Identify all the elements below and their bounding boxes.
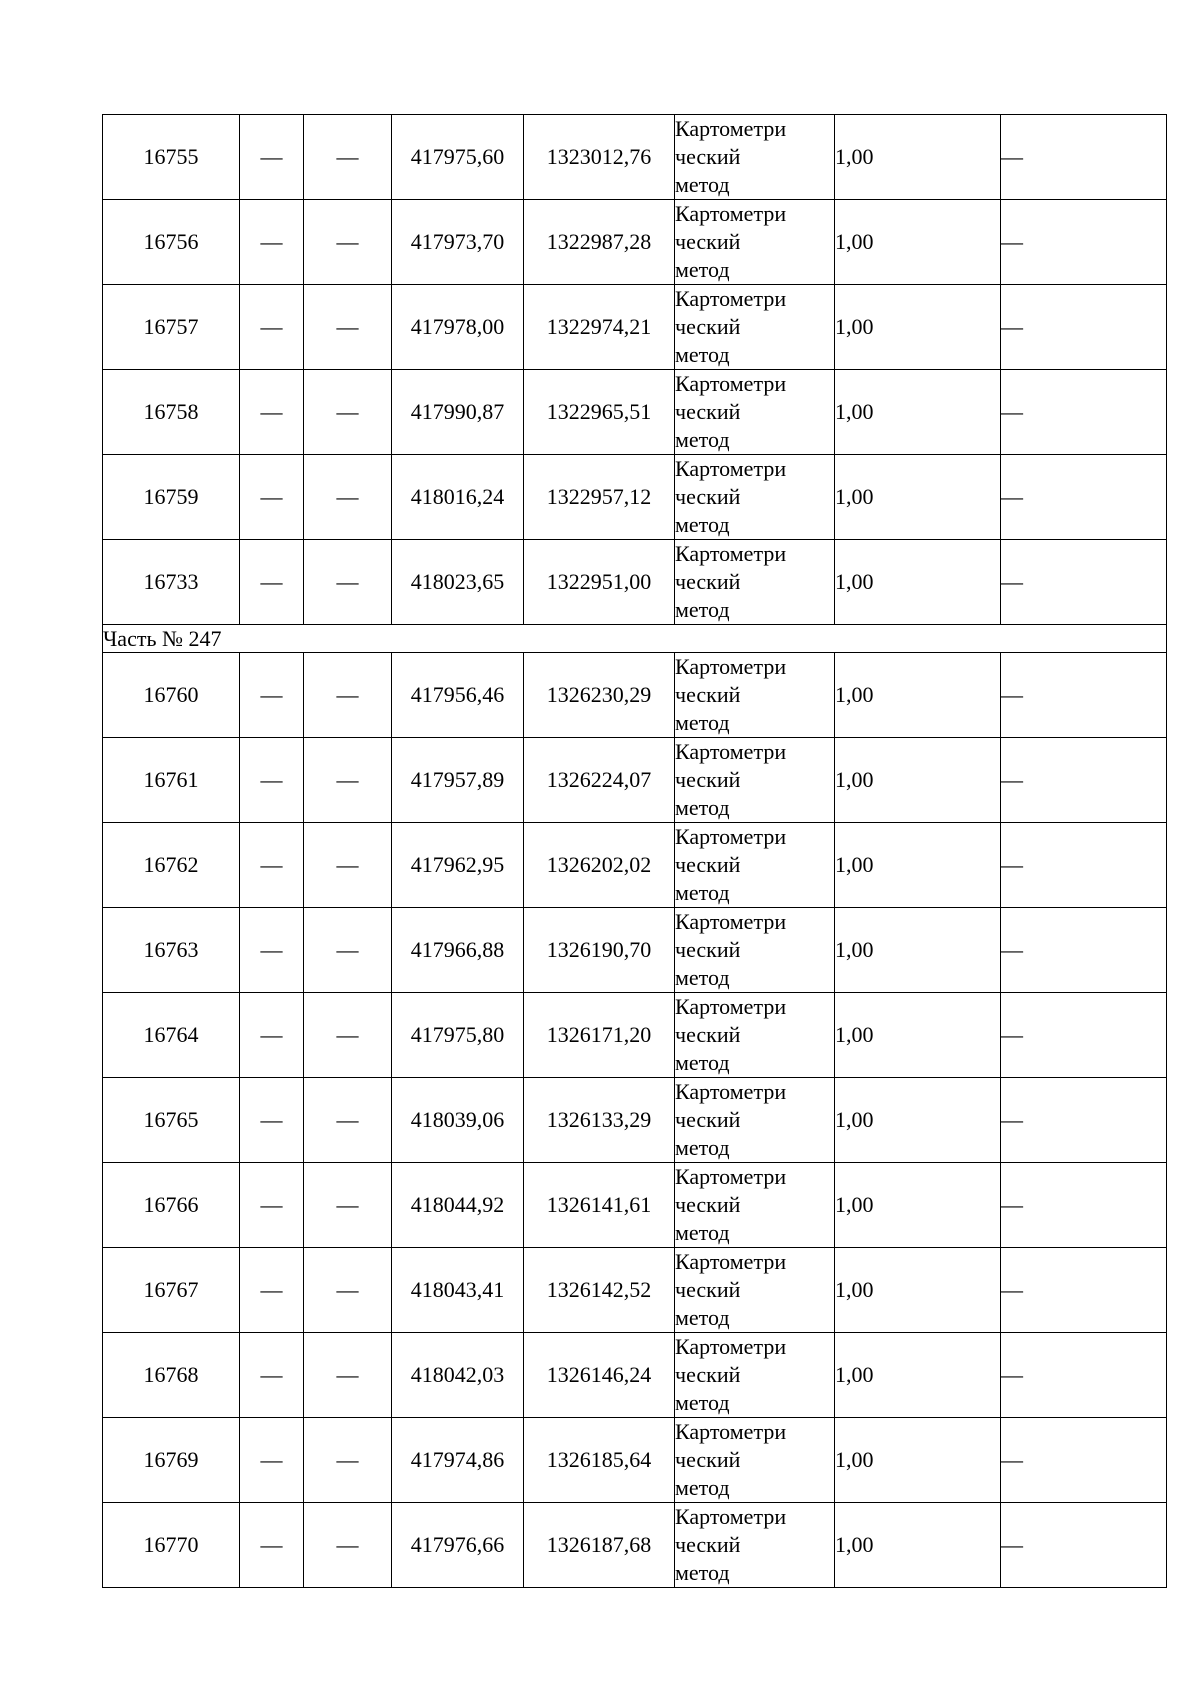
y-coordinate-cell: 1322957,12 xyxy=(524,455,675,540)
method-text-line: ческий xyxy=(675,1532,741,1557)
method-text-line: ческий xyxy=(675,937,741,962)
method-cell xyxy=(675,455,835,540)
empty-value-cell: — xyxy=(240,1163,304,1248)
method-text-line: ческий xyxy=(675,314,741,339)
method-text-line: Картометри xyxy=(675,116,787,141)
precision-cell: 1,00 xyxy=(835,200,1001,285)
method-text-line: Картометри xyxy=(675,739,787,764)
point-number-cell: 16757 xyxy=(103,285,240,370)
empty-value-cell: — xyxy=(240,1078,304,1163)
method-text-line: Картометри xyxy=(675,1079,787,1104)
x-coordinate-cell: 418016,24 xyxy=(392,455,524,540)
method-text-line: метод xyxy=(675,965,730,990)
precision-cell: 1,00 xyxy=(835,653,1001,738)
x-coordinate-cell: 418042,03 xyxy=(392,1333,524,1418)
point-number-cell: 16733 xyxy=(103,540,240,625)
y-coordinate-cell: 1322974,21 xyxy=(524,285,675,370)
empty-value-cell: — xyxy=(240,1248,304,1333)
method-text-line: ческий xyxy=(675,1362,741,1387)
y-coordinate-cell: 1326187,68 xyxy=(524,1503,675,1588)
empty-value-cell: — xyxy=(304,1163,392,1248)
method-cell xyxy=(675,1248,835,1333)
y-coordinate-cell: 1326146,24 xyxy=(524,1333,675,1418)
method-text-line: метод xyxy=(675,512,730,537)
method-text-line: ческий xyxy=(675,682,741,707)
method-cell xyxy=(675,200,835,285)
table-row xyxy=(103,1078,1167,1163)
description-cell: — xyxy=(1001,738,1167,823)
point-number-cell: 16760 xyxy=(103,653,240,738)
empty-value-cell: — xyxy=(240,993,304,1078)
description-cell: — xyxy=(1001,1503,1167,1588)
coordinates-table xyxy=(102,114,1167,1588)
description-cell: — xyxy=(1001,823,1167,908)
precision-cell: 1,00 xyxy=(835,370,1001,455)
empty-value-cell: — xyxy=(304,908,392,993)
point-number-cell: 16768 xyxy=(103,1333,240,1418)
table-row xyxy=(103,1418,1167,1503)
x-coordinate-cell: 418044,92 xyxy=(392,1163,524,1248)
method-text-line: ческий xyxy=(675,569,741,594)
empty-value-cell: — xyxy=(240,738,304,823)
empty-value-cell: — xyxy=(304,285,392,370)
method-text-line: метод xyxy=(675,880,730,905)
description-cell: — xyxy=(1001,993,1167,1078)
precision-cell: 1,00 xyxy=(835,115,1001,200)
method-text-line: метод xyxy=(675,1475,730,1500)
x-coordinate-cell: 417973,70 xyxy=(392,200,524,285)
x-coordinate-cell: 417976,66 xyxy=(392,1503,524,1588)
empty-value-cell: — xyxy=(240,1503,304,1588)
method-text-line: Картометри xyxy=(675,541,787,566)
description-cell: — xyxy=(1001,540,1167,625)
x-coordinate-cell: 418043,41 xyxy=(392,1248,524,1333)
section-label: Часть № 247 xyxy=(103,625,1167,653)
precision-cell: 1,00 xyxy=(835,993,1001,1078)
method-text-line: метод xyxy=(675,427,730,452)
method-cell xyxy=(675,1078,835,1163)
description-cell: — xyxy=(1001,1163,1167,1248)
description-cell: — xyxy=(1001,1418,1167,1503)
empty-value-cell: — xyxy=(240,540,304,625)
method-cell xyxy=(675,823,835,908)
table-row xyxy=(103,738,1167,823)
empty-value-cell: — xyxy=(240,908,304,993)
method-text-line: ческий xyxy=(675,1277,741,1302)
empty-value-cell: — xyxy=(304,1418,392,1503)
x-coordinate-cell: 417975,60 xyxy=(392,115,524,200)
method-cell xyxy=(675,370,835,455)
precision-cell: 1,00 xyxy=(835,738,1001,823)
y-coordinate-cell: 1326230,29 xyxy=(524,653,675,738)
table-row xyxy=(103,1163,1167,1248)
y-coordinate-cell: 1326202,02 xyxy=(524,823,675,908)
empty-value-cell: — xyxy=(304,823,392,908)
precision-cell: 1,00 xyxy=(835,1418,1001,1503)
y-coordinate-cell: 1326133,29 xyxy=(524,1078,675,1163)
method-text-line: ческий xyxy=(675,399,741,424)
empty-value-cell: — xyxy=(304,540,392,625)
table-row xyxy=(103,285,1167,370)
empty-value-cell: — xyxy=(240,370,304,455)
method-text-line: Картометри xyxy=(675,1164,787,1189)
table-row xyxy=(103,653,1167,738)
method-text-line: метод xyxy=(675,342,730,367)
method-cell xyxy=(675,908,835,993)
y-coordinate-cell: 1322987,28 xyxy=(524,200,675,285)
point-number-cell: 16758 xyxy=(103,370,240,455)
empty-value-cell: — xyxy=(240,1418,304,1503)
method-cell xyxy=(675,1503,835,1588)
description-cell: — xyxy=(1001,370,1167,455)
precision-cell: 1,00 xyxy=(835,1248,1001,1333)
point-number-cell: 16765 xyxy=(103,1078,240,1163)
empty-value-cell: — xyxy=(304,1333,392,1418)
table-row xyxy=(103,823,1167,908)
method-cell xyxy=(675,115,835,200)
description-cell: — xyxy=(1001,1078,1167,1163)
precision-cell: 1,00 xyxy=(835,540,1001,625)
method-text-line: Картометри xyxy=(675,1249,787,1274)
y-coordinate-cell: 1322965,51 xyxy=(524,370,675,455)
method-cell xyxy=(675,1418,835,1503)
precision-cell: 1,00 xyxy=(835,1503,1001,1588)
method-text-line: Картометри xyxy=(675,286,787,311)
point-number-cell: 16764 xyxy=(103,993,240,1078)
empty-value-cell: — xyxy=(304,1503,392,1588)
precision-cell: 1,00 xyxy=(835,1333,1001,1418)
method-text-line: метод xyxy=(675,1305,730,1330)
method-text-line: метод xyxy=(675,1560,730,1585)
empty-value-cell: — xyxy=(240,823,304,908)
empty-value-cell: — xyxy=(240,115,304,200)
point-number-cell: 16770 xyxy=(103,1503,240,1588)
x-coordinate-cell: 417974,86 xyxy=(392,1418,524,1503)
method-text-line: метод xyxy=(675,257,730,282)
method-cell xyxy=(675,1163,835,1248)
description-cell: — xyxy=(1001,285,1167,370)
precision-cell: 1,00 xyxy=(835,823,1001,908)
section-header-row xyxy=(103,625,1167,653)
point-number-cell: 16761 xyxy=(103,738,240,823)
method-text-line: Картометри xyxy=(675,371,787,396)
x-coordinate-cell: 417975,80 xyxy=(392,993,524,1078)
method-text-line: ческий xyxy=(675,1447,741,1472)
x-coordinate-cell: 417957,89 xyxy=(392,738,524,823)
method-text-line: Картометри xyxy=(675,1334,787,1359)
table-row xyxy=(103,993,1167,1078)
precision-cell: 1,00 xyxy=(835,1078,1001,1163)
empty-value-cell: — xyxy=(240,1333,304,1418)
method-text-line: ческий xyxy=(675,1192,741,1217)
method-text-line: Картометри xyxy=(675,456,787,481)
method-text-line: Картометри xyxy=(675,654,787,679)
point-number-cell: 16763 xyxy=(103,908,240,993)
x-coordinate-cell: 417962,95 xyxy=(392,823,524,908)
method-text-line: Картометри xyxy=(675,1419,787,1444)
method-text-line: Картометри xyxy=(675,201,787,226)
method-text-line: Картометри xyxy=(675,909,787,934)
y-coordinate-cell: 1326224,07 xyxy=(524,738,675,823)
x-coordinate-cell: 418039,06 xyxy=(392,1078,524,1163)
method-text-line: Картометри xyxy=(675,994,787,1019)
empty-value-cell: — xyxy=(304,200,392,285)
method-text-line: ческий xyxy=(675,1107,741,1132)
method-text-line: метод xyxy=(675,1390,730,1415)
empty-value-cell: — xyxy=(304,738,392,823)
y-coordinate-cell: 1323012,76 xyxy=(524,115,675,200)
table-row xyxy=(103,908,1167,993)
x-coordinate-cell: 418023,65 xyxy=(392,540,524,625)
empty-value-cell: — xyxy=(240,653,304,738)
table-row xyxy=(103,370,1167,455)
method-text-line: ческий xyxy=(675,1022,741,1047)
table-row xyxy=(103,1248,1167,1333)
description-cell: — xyxy=(1001,908,1167,993)
y-coordinate-cell: 1326185,64 xyxy=(524,1418,675,1503)
y-coordinate-cell: 1326171,20 xyxy=(524,993,675,1078)
empty-value-cell: — xyxy=(304,1078,392,1163)
empty-value-cell: — xyxy=(304,993,392,1078)
method-text-line: метод xyxy=(675,1135,730,1160)
method-text-line: ческий xyxy=(675,767,741,792)
table-row xyxy=(103,540,1167,625)
x-coordinate-cell: 417966,88 xyxy=(392,908,524,993)
x-coordinate-cell: 417978,00 xyxy=(392,285,524,370)
description-cell: — xyxy=(1001,200,1167,285)
x-coordinate-cell: 417990,87 xyxy=(392,370,524,455)
method-text-line: метод xyxy=(675,172,730,197)
method-cell xyxy=(675,285,835,370)
method-cell xyxy=(675,540,835,625)
method-text-line: метод xyxy=(675,597,730,622)
empty-value-cell: — xyxy=(240,285,304,370)
description-cell: — xyxy=(1001,455,1167,540)
description-cell: — xyxy=(1001,653,1167,738)
method-text-line: ческий xyxy=(675,229,741,254)
y-coordinate-cell: 1322951,00 xyxy=(524,540,675,625)
table-body xyxy=(103,115,1167,1588)
method-cell xyxy=(675,993,835,1078)
point-number-cell: 16766 xyxy=(103,1163,240,1248)
y-coordinate-cell: 1326142,52 xyxy=(524,1248,675,1333)
method-cell xyxy=(675,653,835,738)
table-row xyxy=(103,200,1167,285)
point-number-cell: 16762 xyxy=(103,823,240,908)
empty-value-cell: — xyxy=(304,115,392,200)
description-cell: — xyxy=(1001,1333,1167,1418)
point-number-cell: 16767 xyxy=(103,1248,240,1333)
method-text-line: ческий xyxy=(675,484,741,509)
empty-value-cell: — xyxy=(240,200,304,285)
y-coordinate-cell: 1326141,61 xyxy=(524,1163,675,1248)
point-number-cell: 16756 xyxy=(103,200,240,285)
empty-value-cell: — xyxy=(304,455,392,540)
empty-value-cell: — xyxy=(304,1248,392,1333)
method-text-line: метод xyxy=(675,710,730,735)
precision-cell: 1,00 xyxy=(835,908,1001,993)
description-cell: — xyxy=(1001,1248,1167,1333)
point-number-cell: 16759 xyxy=(103,455,240,540)
point-number-cell: 16755 xyxy=(103,115,240,200)
precision-cell: 1,00 xyxy=(835,285,1001,370)
description-cell: — xyxy=(1001,115,1167,200)
method-text-line: метод xyxy=(675,1050,730,1075)
empty-value-cell: — xyxy=(304,653,392,738)
method-cell xyxy=(675,1333,835,1418)
table-row xyxy=(103,1333,1167,1418)
method-text-line: ческий xyxy=(675,852,741,877)
x-coordinate-cell: 417956,46 xyxy=(392,653,524,738)
precision-cell: 1,00 xyxy=(835,1163,1001,1248)
method-text-line: Картометри xyxy=(675,824,787,849)
table-row xyxy=(103,1503,1167,1588)
empty-value-cell: — xyxy=(240,455,304,540)
precision-cell: 1,00 xyxy=(835,455,1001,540)
method-text-line: метод xyxy=(675,795,730,820)
table-row xyxy=(103,115,1167,200)
method-text-line: ческий xyxy=(675,144,741,169)
empty-value-cell: — xyxy=(304,370,392,455)
point-number-cell: 16769 xyxy=(103,1418,240,1503)
method-cell xyxy=(675,738,835,823)
method-text-line: Картометри xyxy=(675,1504,787,1529)
table-row xyxy=(103,455,1167,540)
y-coordinate-cell: 1326190,70 xyxy=(524,908,675,993)
method-text-line: метод xyxy=(675,1220,730,1245)
